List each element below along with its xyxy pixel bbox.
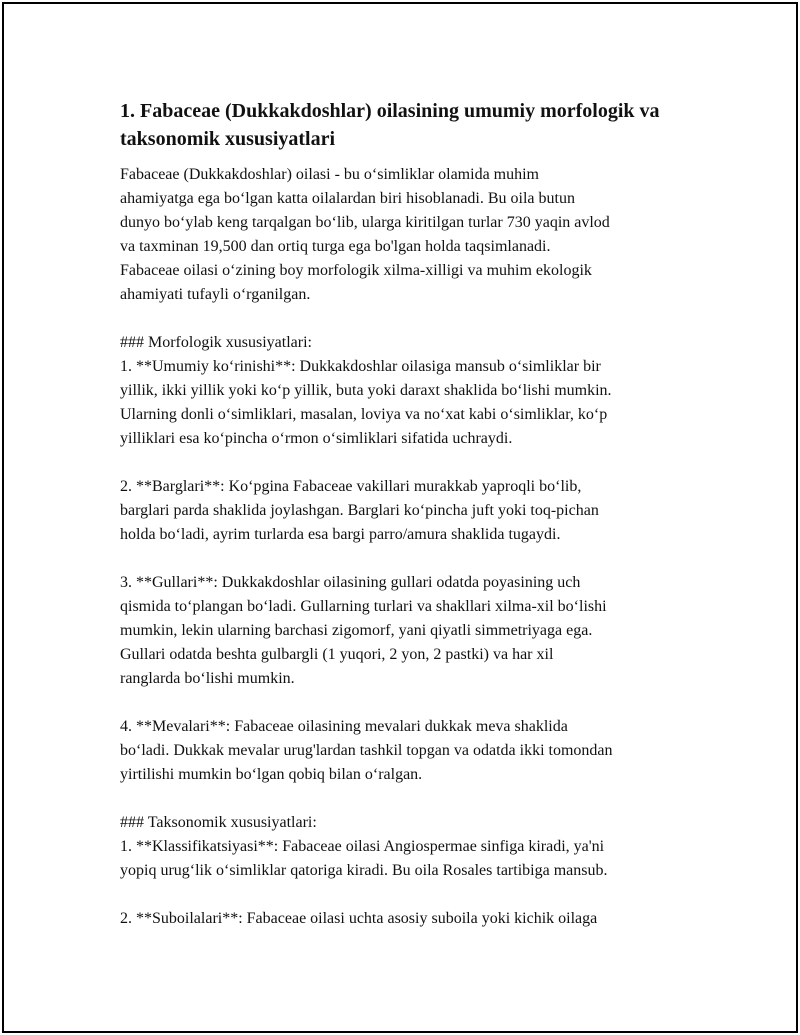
section-heading-line: ### Morfologik xususiyatlari: (120, 334, 312, 351)
fruits-paragraph (120, 715, 720, 787)
text-line: Gullari odatda beshta gulbargli (1 yuqori, 2 yon, 2 pastki) va har xil (120, 646, 554, 663)
text-line: Fabaceae (Dukkakdoshlar) oilasi - bu o‘simliklar olamida muhim (120, 166, 539, 183)
text-line: 2. **Suboilalari**: Fabaceae oilasi uchta asosiy suboila yoki kichik oilaga (120, 910, 598, 927)
section-heading-line: ### Taksonomik xususiyatlari: (120, 814, 317, 831)
text-line: barglari parda shaklida joylashgan. Barglari ko‘pincha juft yoki toq-pichan (120, 502, 599, 519)
text-line: yilliklari esa ko‘pincha o‘rmon o‘simliklari sifatida uchraydi. (120, 430, 513, 447)
document-content (120, 97, 720, 931)
text-line: yirtilishi mumkin bo‘lgan qobiq bilan o‘ralgan. (120, 766, 423, 783)
intro-paragraph (120, 163, 720, 307)
text-line: bo‘ladi. Dukkak mevalar urug'lardan tashkil topgan va odatda ikki tomondan (120, 742, 613, 759)
subfamilies-paragraph (120, 907, 720, 931)
text-line: qismida to‘plangan bo‘ladi. Gullarning turlari va shakllari xilma-xil bo‘lishi (120, 598, 607, 615)
document-page (2, 2, 798, 1033)
text-line: mumkin, lekin ularning barchasi zigomorf, yani qiyatli simmetriyaga ega. (120, 622, 593, 639)
text-line: ranglarda bo‘lishi mumkin. (120, 670, 295, 687)
taxonomy-section (120, 811, 720, 883)
text-line: ahamiyatga ega bo‘lgan katta oilalardan biri hisoblanadi. Bu oila butun (120, 190, 575, 207)
text-line: 3. **Gullari**: Dukkakdoshlar oilasining gullari odatda poyasining uch (120, 574, 581, 591)
leaves-paragraph (120, 475, 720, 547)
text-line: 1. **Klassifikatsiyasi**: Fabaceae oilasi Angiospermae sinfiga kiradi, ya'ni (120, 838, 605, 855)
text-line: Fabaceae oilasi o‘zining boy morfologik xilma-xilligi va muhim ekologik (120, 262, 592, 279)
heading-line: 1. Fabaceae (Dukkakdoshlar) oilasining umumiy morfologik va (120, 100, 660, 122)
text-line: va taxminan 19,500 dan ortiq turga ega bo'lgan holda taqsimlanadi. (120, 238, 551, 255)
text-line: yillik, ikki yillik yoki ko‘p yillik, buta yoki daraxt shaklida bo‘lishi mumkin. (120, 382, 612, 399)
text-line: yopiq urug‘lik o‘simliklar qatoriga kiradi. Bu oila Rosales tartibiga mansub. (120, 862, 608, 879)
text-line: 2. **Barglari**: Ko‘pgina Fabaceae vakillari murakkab yaproqli bo‘lib, (120, 478, 582, 495)
text-line: 4. **Mevalari**: Fabaceae oilasining mevalari dukkak meva shaklida (120, 718, 568, 735)
flowers-paragraph (120, 571, 720, 691)
morphology-section (120, 331, 720, 451)
document-heading (120, 97, 720, 153)
text-line: Ularning donli o‘simliklari, masalan, loviya va no‘xat kabi o‘simliklar, ko‘p (120, 406, 608, 423)
text-line: dunyo bo‘ylab keng tarqalgan bo‘lib, ularga kiritilgan turlar 730 yaqin avlod (120, 214, 610, 231)
text-line: 1. **Umumiy ko‘rinishi**: Dukkakdoshlar oilasiga mansub o‘simliklar bir (120, 358, 601, 375)
heading-line: taksonomik xususiyatlari (120, 128, 336, 150)
text-line: ahamiyati tufayli o‘rganilgan. (120, 286, 311, 303)
text-line: holda bo‘ladi, ayrim turlarda esa bargi parro/amura shaklida tugaydi. (120, 526, 561, 543)
